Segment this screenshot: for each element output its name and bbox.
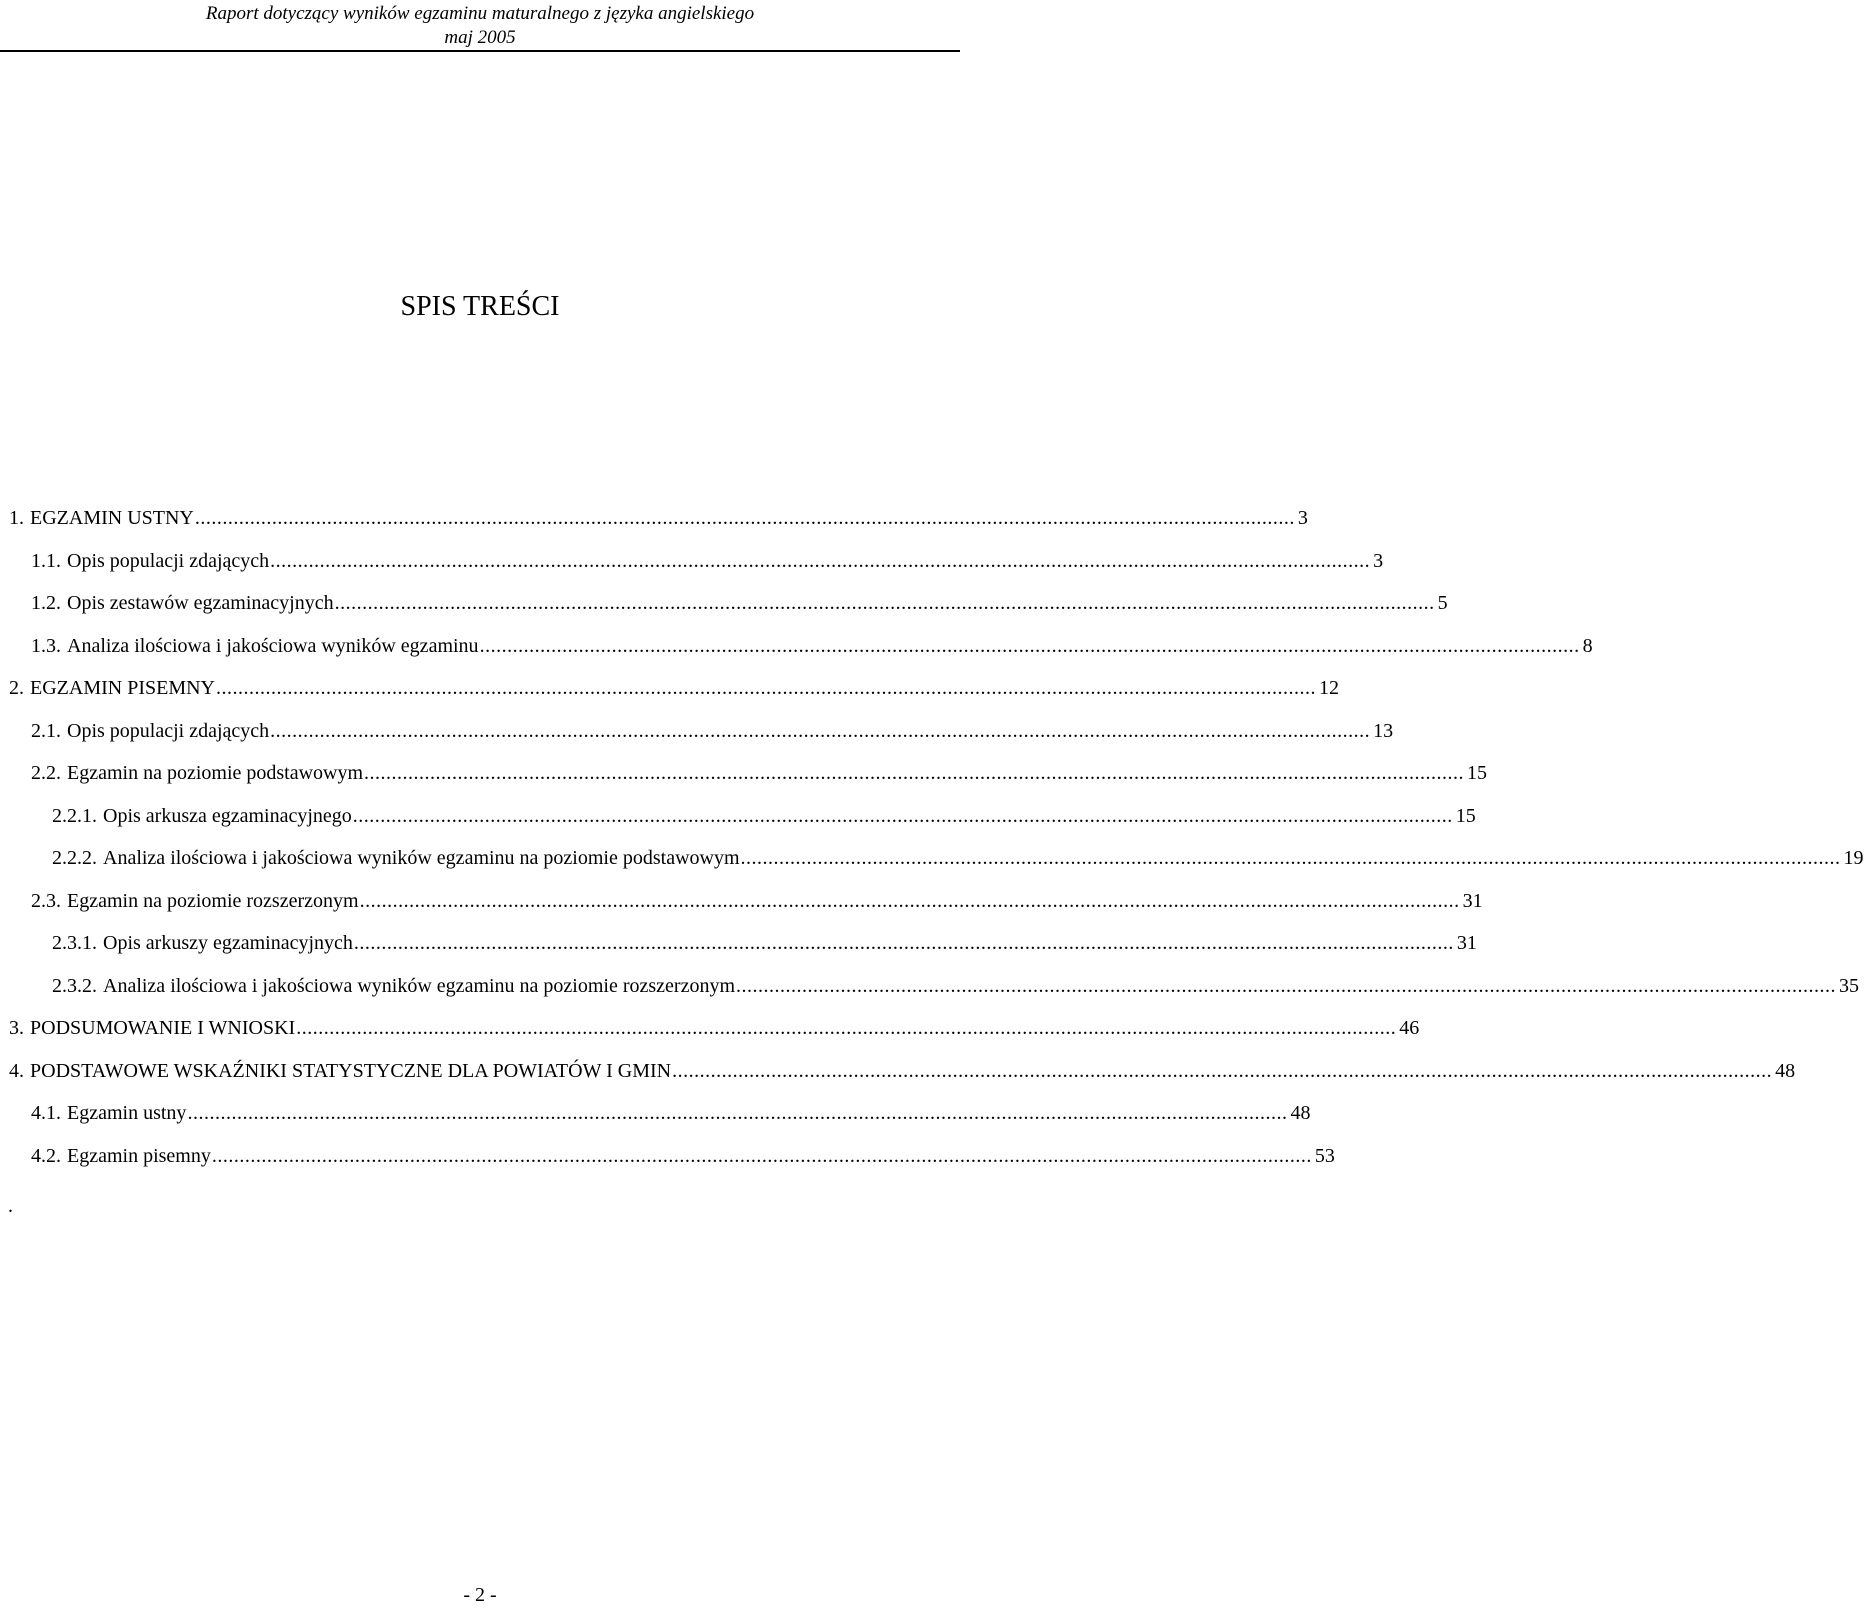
- toc-entry-page: 31: [1462, 890, 1483, 912]
- toc-entry-page: 19: [1843, 847, 1864, 869]
- toc-entry-number: 1.1.: [31, 550, 61, 572]
- toc-leader: ........................................................................................................................................................................................................: [672, 1060, 1773, 1082]
- toc-entry-number: 4.: [9, 1060, 24, 1082]
- toc-entry-page: 53: [1314, 1145, 1335, 1167]
- toc-entry-page: 3: [1373, 550, 1384, 572]
- stray-period: .: [8, 1195, 13, 1217]
- toc-leader: ........................................................................................................................................................................................................: [270, 550, 1371, 572]
- toc-entry-label: Analiza ilościowa i jakościowa wyników egzaminu: [67, 635, 479, 657]
- toc-entry-label: Opis populacji zdających: [67, 550, 270, 572]
- toc-entry-number: 2.2.2.: [52, 847, 97, 869]
- toc-entry-label: Analiza ilościowa i jakościowa wyników egzaminu na poziomie podstawowym: [103, 847, 740, 869]
- toc-entry-number: 2.3.: [31, 890, 61, 912]
- toc-entry-number: 4.1.: [31, 1102, 61, 1124]
- toc-entry-page: 5: [1437, 592, 1448, 614]
- toc-entry-number: 2.3.2.: [52, 975, 97, 997]
- toc-leader: ........................................................................................................................................................................................................: [194, 507, 1295, 529]
- toc-entry[interactable]: [31, 1142, 1335, 1170]
- toc-entry-page: 13: [1373, 720, 1394, 742]
- toc-entry-page: 8: [1582, 635, 1593, 657]
- toc-entry-number: 3.: [9, 1017, 24, 1039]
- toc-entry[interactable]: [31, 759, 1488, 787]
- toc-entry-page: 15: [1467, 762, 1488, 784]
- toc-entry[interactable]: [52, 802, 1476, 830]
- toc-leader: ........................................................................................................................................................................................................: [353, 932, 1454, 954]
- toc-leader: ........................................................................................................................................................................................................: [216, 677, 1316, 699]
- toc-entry-page: 35: [1839, 975, 1860, 997]
- toc-entry-number: 4.2.: [31, 1145, 61, 1167]
- toc-entry[interactable]: [31, 1099, 1311, 1127]
- toc-entry[interactable]: [9, 504, 1308, 532]
- toc-entry[interactable]: [52, 972, 1860, 1000]
- toc-entry-number: 2.2.: [31, 762, 61, 784]
- toc-entry[interactable]: [52, 929, 1477, 957]
- toc-leader: ........................................................................................................................................................................................................: [352, 805, 1453, 827]
- toc-leader: ........................................................................................................................................................................................................: [334, 592, 1435, 614]
- toc-leader: ........................................................................................................................................................................................................: [740, 847, 1841, 869]
- toc-entry-number: 1.: [9, 507, 24, 529]
- toc-entry-number: 1.3.: [31, 635, 61, 657]
- toc-leader: ........................................................................................................................................................................................................: [187, 1102, 1288, 1124]
- toc-entry[interactable]: [31, 717, 1394, 745]
- toc-entry-label: Analiza ilościowa i jakościowa wyników egzaminu na poziomie rozszerzonym: [103, 975, 736, 997]
- toc-entry[interactable]: [9, 674, 1339, 702]
- toc-entry[interactable]: [31, 547, 1384, 575]
- toc-entry-label: Egzamin pisemny: [67, 1145, 211, 1167]
- toc-entry[interactable]: [31, 589, 1448, 617]
- toc-leader: ........................................................................................................................................................................................................: [359, 890, 1460, 912]
- toc-entry-label: Egzamin na poziomie podstawowym: [67, 762, 364, 784]
- toc-leader: ........................................................................................................................................................................................................: [211, 1145, 1312, 1167]
- toc-entry[interactable]: [31, 887, 1483, 915]
- toc-entry-page: 48: [1775, 1060, 1796, 1082]
- toc-entry[interactable]: [52, 844, 1864, 872]
- toc-entry-page: 3: [1297, 507, 1308, 529]
- toc-entry-number: 2.3.1.: [52, 932, 97, 954]
- toc-entry-label: Opis arkusza egzaminacyjnego: [103, 805, 352, 827]
- toc-entry-page: 48: [1290, 1102, 1311, 1124]
- toc-leader: ........................................................................................................................................................................................................: [296, 1017, 1397, 1039]
- toc-leader: ........................................................................................................................................................................................................: [270, 720, 1371, 742]
- toc-entry-label: Opis zestawów egzaminacyjnych: [67, 592, 334, 614]
- page-number: - 2 -: [463, 1584, 497, 1606]
- toc-entry-label: EGZAMIN PISEMNY: [30, 677, 215, 699]
- page-title: SPIS TREŚCI: [400, 291, 560, 322]
- toc-entry-label: PODSTAWOWE WSKAŹNIKI STATYSTYCZNE DLA POWIATÓW I GMIN: [30, 1060, 672, 1082]
- header-report-title: Raport dotyczący wyników egzaminu maturalnego z języka angielskiego: [205, 3, 755, 24]
- toc-entry-page: 31: [1456, 932, 1477, 954]
- toc-leader: ........................................................................................................................................................................................................: [736, 975, 1837, 997]
- toc-entry-label: Egzamin ustny: [67, 1102, 187, 1124]
- toc-leader: ........................................................................................................................................................................................................: [479, 635, 1580, 657]
- toc-entry-number: 2.: [9, 677, 24, 699]
- toc-entry[interactable]: [9, 1014, 1420, 1042]
- toc-entry-label: Opis arkuszy egzaminacyjnych: [103, 932, 353, 954]
- toc-entry-number: 2.2.1.: [52, 805, 97, 827]
- toc-entry-page: 12: [1319, 677, 1339, 699]
- toc-entry-page: 15: [1455, 805, 1476, 827]
- toc-entry-label: EGZAMIN USTNY: [30, 507, 194, 529]
- toc-entry-label: Egzamin na poziomie rozszerzonym: [67, 890, 359, 912]
- toc-entry-number: 1.2.: [31, 592, 61, 614]
- toc-entry-label: Opis populacji zdających: [67, 720, 270, 742]
- toc-entry-page: 46: [1399, 1017, 1420, 1039]
- header-rule: [0, 50, 960, 52]
- toc-leader: ........................................................................................................................................................................................................: [364, 762, 1465, 784]
- toc-entry-number: 2.1.: [31, 720, 61, 742]
- toc-entry[interactable]: [31, 632, 1593, 660]
- toc-entry[interactable]: [9, 1057, 1796, 1085]
- header-date: maj 2005: [444, 27, 516, 48]
- toc-entry-label: PODSUMOWANIE I WNIOSKI: [30, 1017, 296, 1039]
